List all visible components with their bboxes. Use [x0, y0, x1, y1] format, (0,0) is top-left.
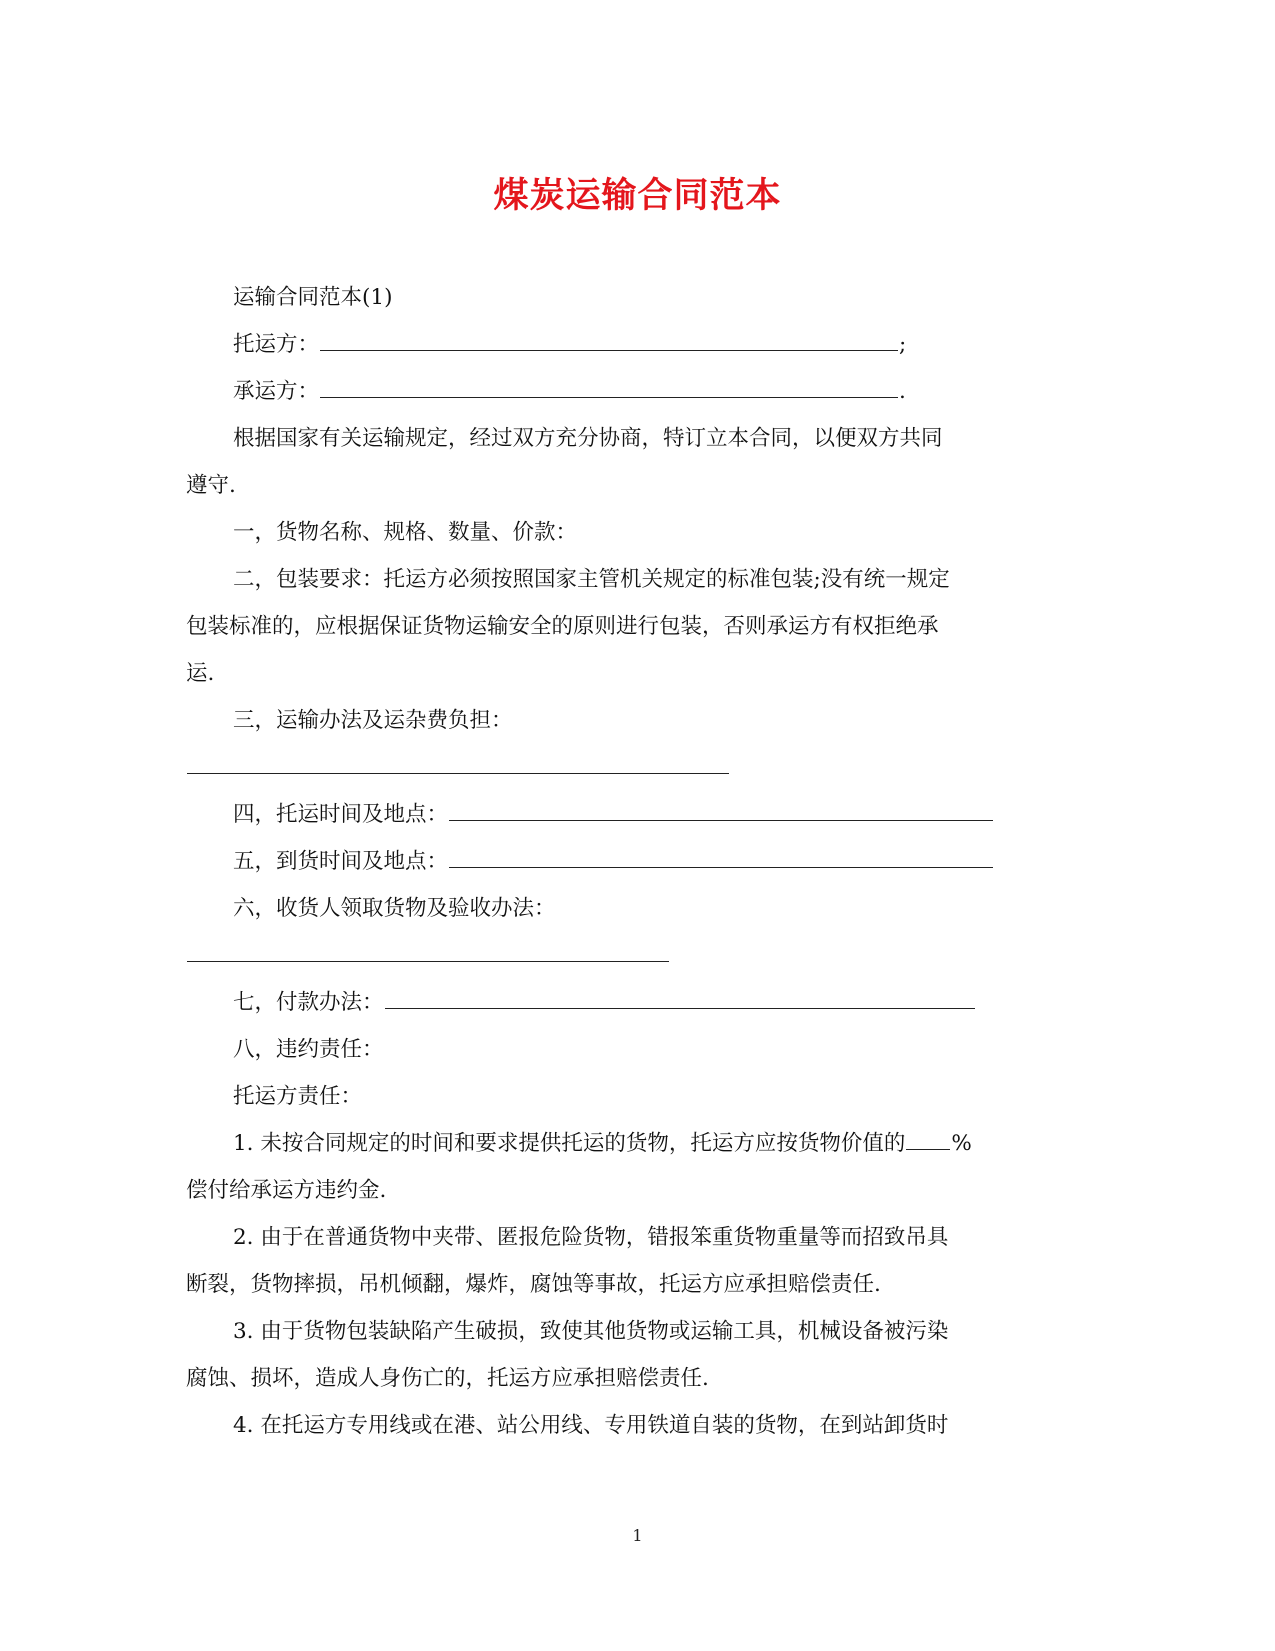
shipper-liability-heading: 托运方责任：: [233, 1084, 363, 1109]
carrier-label: 承运方：: [233, 379, 320, 404]
clause-7-blank: [385, 1008, 975, 1009]
item-4-line-1: 4. 在托运方专用线或在港、站公用线、专用铁道自装的货物，在到站卸货时: [233, 1413, 949, 1438]
clause-4-label: 四，托运时间及地点：: [233, 802, 449, 827]
clause-5-label: 五，到货时间及地点：: [233, 849, 449, 874]
clause-3-blank-line: [186, 744, 1066, 791]
intro-line-1: 根据国家有关运输规定，经过双方充分协商，特订立本合同，以便双方共同: [233, 426, 943, 451]
clause-2-line-2: 包装标准的，应根据保证货物运输安全的原则进行包装，否则承运方有权拒绝承: [186, 614, 939, 639]
item-1-percent: %: [951, 1131, 972, 1156]
item-3-line-2: 腐蚀、损坏，造成人身伤亡的，托运方应承担赔偿责任.: [186, 1366, 709, 1391]
clause-6-blank: [187, 961, 669, 962]
clause-1: 一，货物名称、规格、数量、价款：: [233, 520, 578, 545]
clause-4-line: [186, 791, 1066, 838]
clause-6-blank-line: [186, 932, 1066, 979]
document-title: 煤炭运输合同范本: [493, 175, 782, 216]
clause-7-label: 七，付款办法：: [233, 990, 384, 1015]
shipper-line: [186, 321, 1066, 368]
carrier-end: .: [899, 379, 906, 404]
document-body: [186, 274, 1066, 1449]
item-1-percent-blank: [906, 1149, 950, 1150]
clause-2-line-3: 运.: [186, 661, 215, 686]
shipper-label: 托运方：: [233, 332, 320, 357]
item-3-line-1: 3. 由于货物包装缺陷产生破损，致使其他货物或运输工具，机械设备被污染: [233, 1319, 949, 1344]
intro-line-2: 遵守.: [186, 473, 236, 498]
contract-heading: 运输合同范本(1): [233, 285, 393, 310]
item-2-line-1: 2. 由于在普通货物中夹带、匿报危险货物，错报笨重货物重量等而招致吊具: [233, 1225, 949, 1250]
clause-3-blank: [187, 773, 729, 774]
carrier-blank: [320, 397, 898, 398]
carrier-line: [186, 368, 1066, 415]
clause-5-line: [186, 838, 1066, 885]
item-1-line-1: [186, 1120, 1066, 1167]
clause-4-blank: [449, 820, 993, 821]
item-2-line-2: 断裂，货物摔损，吊机倾翻，爆炸，腐蚀等事故，托运方应承担赔偿责任.: [186, 1272, 881, 1297]
clause-5-blank: [449, 867, 993, 868]
item-1-line-2: 偿付给承运方违约金.: [186, 1178, 387, 1203]
shipper-blank: [320, 350, 898, 351]
item-1-text: 1. 未按合同规定的时间和要求提供托运的货物，托运方应按货物价值的: [233, 1131, 906, 1156]
page-number: 1: [632, 1526, 643, 1545]
clause-7-line: [186, 979, 1066, 1026]
shipper-end: ;: [899, 332, 907, 357]
clause-6: 六，收货人领取货物及验收办法：: [233, 896, 556, 921]
clause-3: 三，运输办法及运杂费负担：: [233, 708, 513, 733]
clause-8: 八，违约责任：: [233, 1037, 384, 1062]
clause-2-line-1: 二，包装要求：托运方必须按照国家主管机关规定的标准包装;没有统一规定: [233, 567, 950, 592]
